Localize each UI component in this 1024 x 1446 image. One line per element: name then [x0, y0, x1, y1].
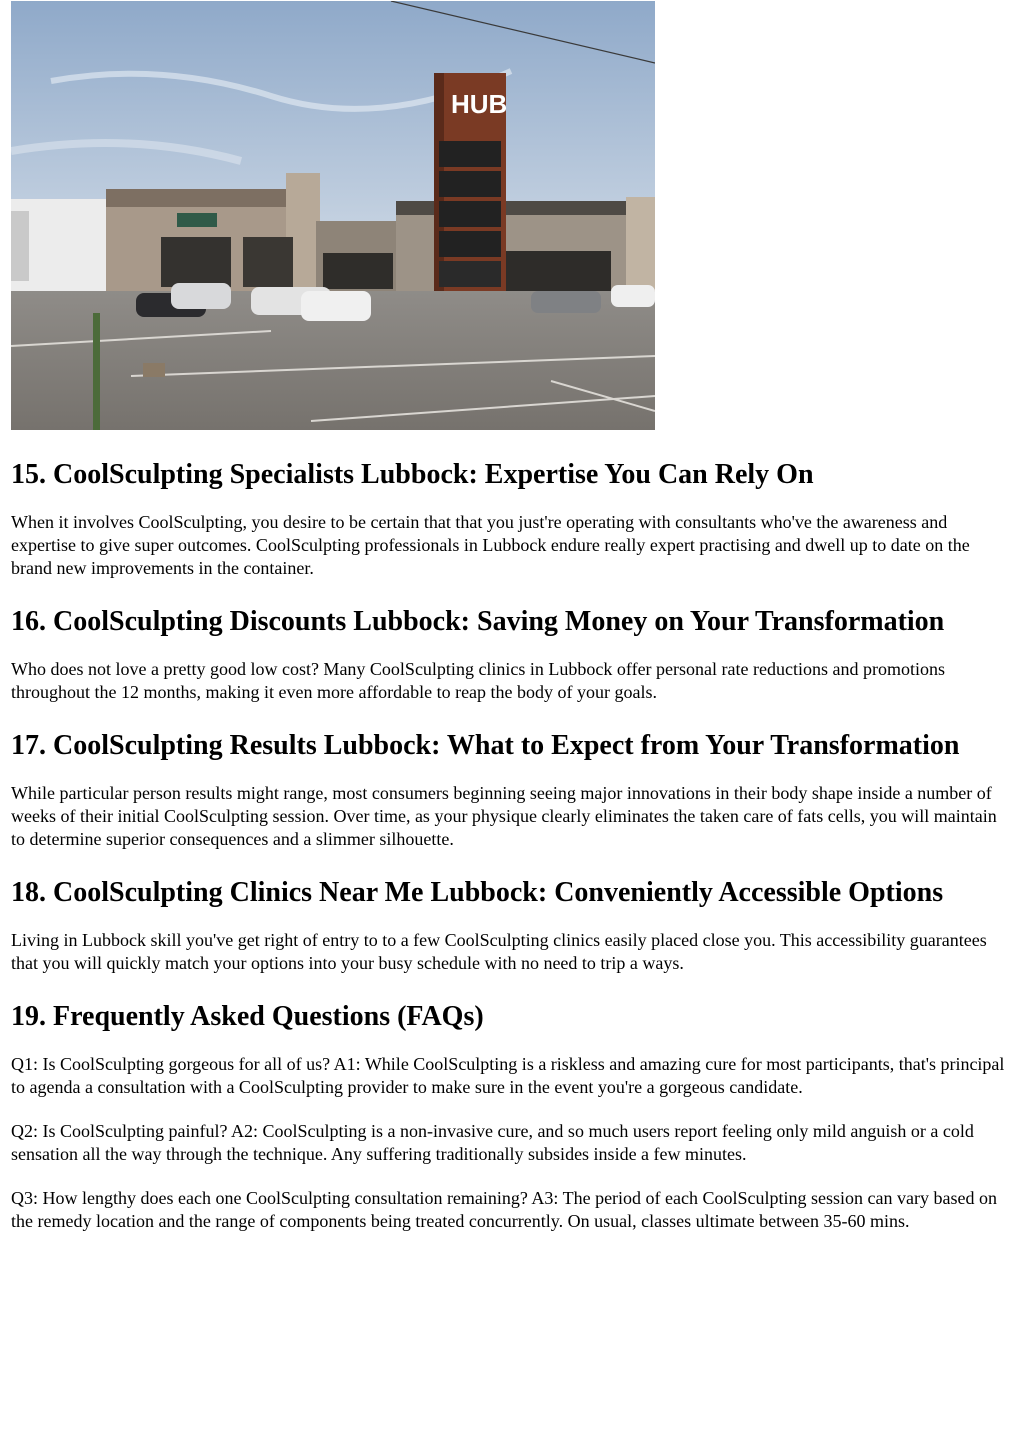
photo-illustration — [11, 1, 655, 430]
section-19-heading: 19. Frequently Asked Questions (FAQs) — [11, 1001, 484, 1032]
shopping-center-photo — [11, 1, 655, 430]
article — [11, 0, 1011, 1233]
svg-text:HUB: HUB — [451, 89, 508, 119]
section-15-heading: 15. CoolSculpting Specialists Lubbock: Expertise You Can Rely On — [11, 459, 814, 490]
section-16-heading: 16. CoolSculpting Discounts Lubbock: Saving Money on Your Transformation — [11, 606, 945, 637]
section-17-body: While particular person results might range, most consumers beginning seeing major innovations in their body shape inside a number of weeks of their initial CoolSculpting session. Over time, as your physique clearly eliminates the taken care of fats cells, you will maintain to determine superior consequences and a slimmer silhouette. — [11, 783, 997, 849]
faq-item: Q3: How lengthy does each one CoolSculpting consultation remaining? A3: The period of each CoolSculpting session can vary based on the remedy location and the range of components being treated concurrently. On usual, classes ultimate between 35-60 mins. — [11, 1188, 997, 1231]
section-18-body: Living in Lubbock skill you've get right of entry to to a few CoolSculpting clinics easily placed close you. This accessibility guarantees that you will quickly match your options into your busy schedule with no need to trip a ways. — [11, 930, 987, 973]
faq-item: Q1: Is CoolSculpting gorgeous for all of us? A1: While CoolSculpting is a riskless and amazing cure for most participants, that's principal to agenda a consultation with a CoolSculpting provider to make sure in the event you're a gorgeous candidate. — [11, 1054, 1005, 1097]
section-17-heading: 17. CoolSculpting Results Lubbock: What to Expect from Your Transformation — [11, 730, 960, 761]
faq-item: Q2: Is CoolSculpting painful? A2: CoolSculpting is a non-invasive cure, and so much users report feeling only mild anguish or a cold sensation all the way through the technique. Any suffering traditionally subsides inside a few minutes. — [11, 1121, 974, 1164]
section-18-heading: 18. CoolSculpting Clinics Near Me Lubbock: Conveniently Accessible Options — [11, 877, 944, 908]
section-15-body: When it involves CoolSculpting, you desire to be certain that that you just're operating with consultants who've the awareness and expertise to give super outcomes. CoolSculpting professionals in Lubbock endure really expert practising and dwell up to date on the brand new improvements in the container. — [11, 512, 970, 578]
section-16-body: Who does not love a pretty good low cost? Many CoolSculpting clinics in Lubbock offer personal rate reductions and promotions throughout the 12 months, making it even more affordable to reap the body of your goals. — [11, 659, 945, 702]
